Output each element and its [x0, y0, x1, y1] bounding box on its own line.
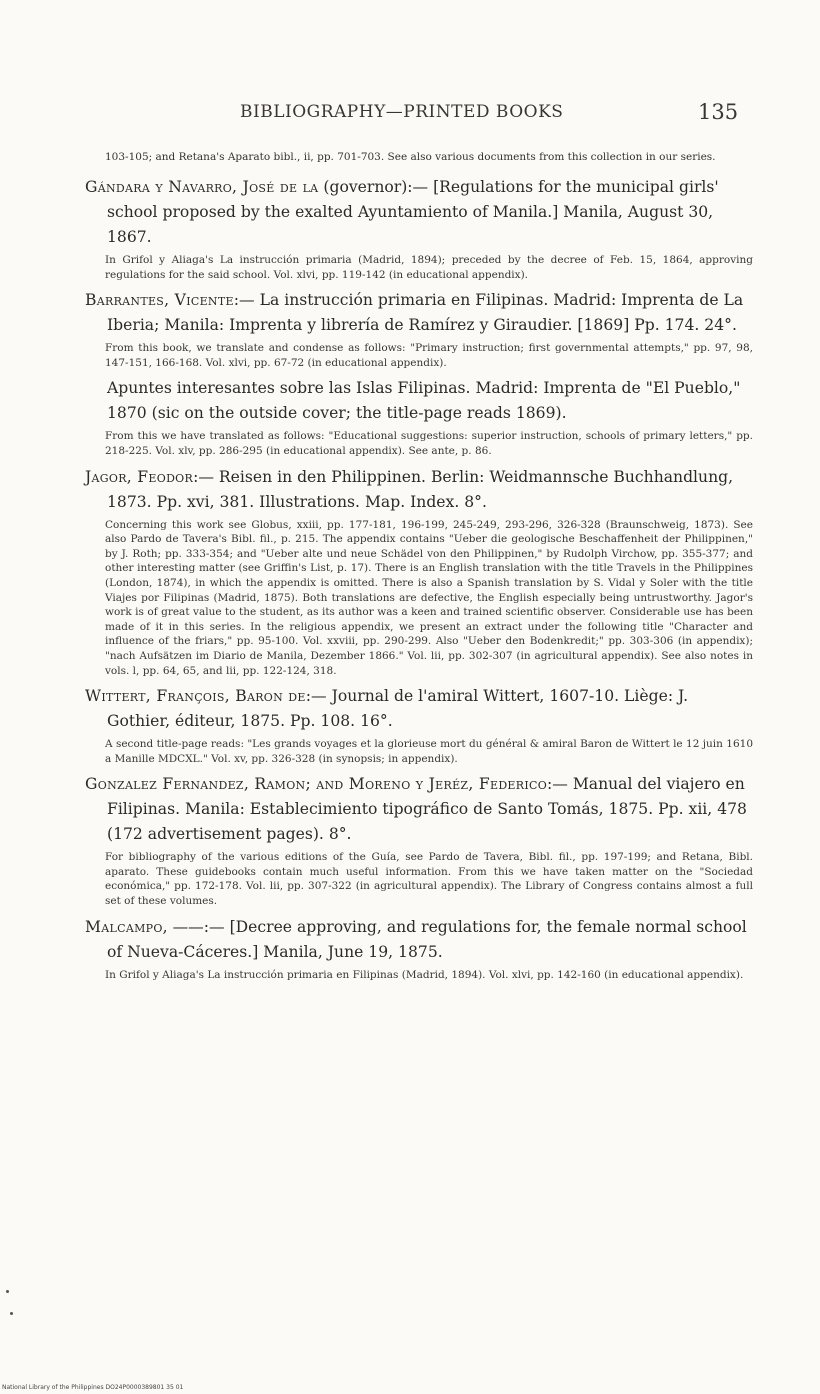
- entry-title: :— La instrucción primaria en Filipinas. Madrid: Imprenta de La Iberia; Manila: Imprenta y librería de Ramírez y Giraudier. [1869] Pp. 174. 24°.: [107, 291, 744, 335]
- entry-title: :— Manual del viajero en Filipinas. Manila: Establecimiento tipográfico de Santo Tomás, 1875. Pp. xii, 478 (172 advertisement pages). 8°.: [107, 775, 747, 844]
- bibliography-entry: [85, 465, 753, 679]
- entry-author: Malcampo: [85, 917, 163, 936]
- page-number: 135: [698, 100, 739, 124]
- entry-title: , ——:— [Decree approving, and regulations for, the female normal school of Nueva-Cáceres.] Manila, June 19, 1875.: [107, 917, 747, 961]
- entry-note: A second title-page reads: "Les grands voyages et la glorieuse mort du général & amiral Baron de Wittert le 12 juin 1610 a Manille MDCXL." Vol. xv, pp. 326-328 (in synopsis; in appendix).: [105, 738, 753, 765]
- entry-author: Gándara y Navarro, José de la: [85, 178, 319, 196]
- entry-title: :— Reisen in den Philippinen. Berlin: Weidmannsche Buchhandlung, 1873. Pp. xvi, 381. Illustrations. Map. Index. 8°.: [107, 467, 734, 511]
- entry-note: Concerning this work see Globus, xxiii, pp. 177-181, 196-199, 245-249, 293-296, 326-328 (Braunschweig, 1873). See also Pardo de Tavera's Bibl. fil., p. 215. The appendix contains "Ueber die geologische Beschaffenheit der Philippinen," by J. Roth; pp. 333-354; and "Ueber alte und neue Schädel von den Philippinen," by Rudolph Virchow, pp. 355-377; and other interesting matter (see Griffin's List, p. 17). There is an English translation with the title Travels in the Philippines (London, 1874), in which the appendix is omitted. There is also a Spanish translation by S. Vidal y Soler with the title Viajes por Filipinas (Madrid, 1875). Both translations are defective, the English especially being untrustworthy. Jagor's work is of great value to the student, as its author was a keen and trained scientific observer. Considerable use has been made of it in this series. In the religious appendix, we present an extract under the following title "Character and influence of the friars," pp. 95-100. Vol. xxviii, pp. 290-299. Also "Ueber den Bodenkredit;" pp. 303-306 (in appendix); "nach Aufsätzen im Diario de Manila, Dezember 1866." Vol. lii, pp. 302-307 (in agricultural appendix). See also notes in vols. l, pp. 64, 65, and lii, pp. 122-124, 318.: [105, 518, 753, 677]
- bibliography-entry: [85, 772, 753, 908]
- entry-citation: [85, 288, 753, 338]
- entry-citation: [85, 915, 753, 965]
- entry-citation: [85, 772, 753, 847]
- entry-citation: [85, 465, 753, 515]
- entry-author: Jagor, Feodor: [85, 467, 194, 486]
- scan-speck: [6, 1290, 9, 1293]
- bibliography-entry: [85, 288, 753, 370]
- bibliography-content: [85, 150, 753, 988]
- entry-note: From this we have translated as follows: "Educational suggestions: superior instruction, schools of primary letters," pp. 218-225. Vol. xlv, pp. 286-295 (in educational appendix). See ante, p. 86.: [105, 430, 753, 457]
- entry-note: In Grifol y Aliaga's La instrucción primaria (Madrid, 1894); preceded by the decree of Feb. 15, 1864, approving regulations for the said school. Vol. xlvi, pp. 119-142 (in educational appendix).: [105, 254, 753, 281]
- running-head: BIBLIOGRAPHY—PRINTED BOOKS: [240, 102, 564, 122]
- entry-citation: [85, 175, 753, 250]
- entry-author: Barrantes, Vicente: [85, 291, 234, 310]
- entry-title: Apuntes interesantes sobre las Islas Filipinas. Madrid: Imprenta de "El Pueblo," 1870 (sic on the outside cover; the title-page reads 1869).: [107, 379, 741, 423]
- scan-footer-stamp: National Library of the Philippines DO24P0000389801 35 01: [2, 1384, 184, 1391]
- entry-citation: [85, 684, 753, 734]
- entry-author: Wittert, François, Baron de: [85, 687, 306, 706]
- entry-author: Gonzalez Fernandez, Ramon; and Moreno y Jeréz, Federico: [85, 775, 548, 794]
- entry-citation: [85, 376, 753, 426]
- scan-speck: [10, 1312, 13, 1315]
- continued-note: 103-105; and Retana's Aparato bibl., ii, pp. 701-703. See also various documents from this collection in our series.: [105, 151, 716, 163]
- bibliography-entry: [85, 376, 753, 458]
- entry-note: In Grifol y Aliaga's La instrucción primaria en Filipinas (Madrid, 1894). Vol. xlvi, pp. 142-160 (in educational appendix).: [105, 968, 744, 981]
- bibliography-entry: [85, 915, 753, 983]
- entry-title: (governor):— [Regulations for the municipal girls' school proposed by the exalted Ayuntamiento of Manila.] Manila, August 30, 1867.: [107, 178, 719, 246]
- bibliography-entry: [85, 175, 753, 282]
- entry-title: :— Journal de l'amiral Wittert, 1607-10. Liège: J. Gothier, éditeur, 1875. Pp. 108. 16°.: [107, 687, 689, 731]
- entry-note: From this book, we translate and condense as follows: "Primary instruction; first governmental attempts," pp. 97, 98, 147-151, 166-168. Vol. xlvi, pp. 67-72 (in educational appendix).: [105, 342, 753, 369]
- entry-note: For bibliography of the various editions of the Guía, see Pardo de Tavera, Bibl. fil., pp. 197-199; and Retana, Bibl. aparato. These guidebooks contain much useful information. From this we have taken matter on the "Sociedad económica," pp. 172-178. Vol. lii, pp. 307-322 (in agricultural appendix). The Library of Congress contains almost a full set of these volumes.: [105, 851, 753, 908]
- page-header: [0, 96, 820, 136]
- bibliography-entry: [85, 684, 753, 766]
